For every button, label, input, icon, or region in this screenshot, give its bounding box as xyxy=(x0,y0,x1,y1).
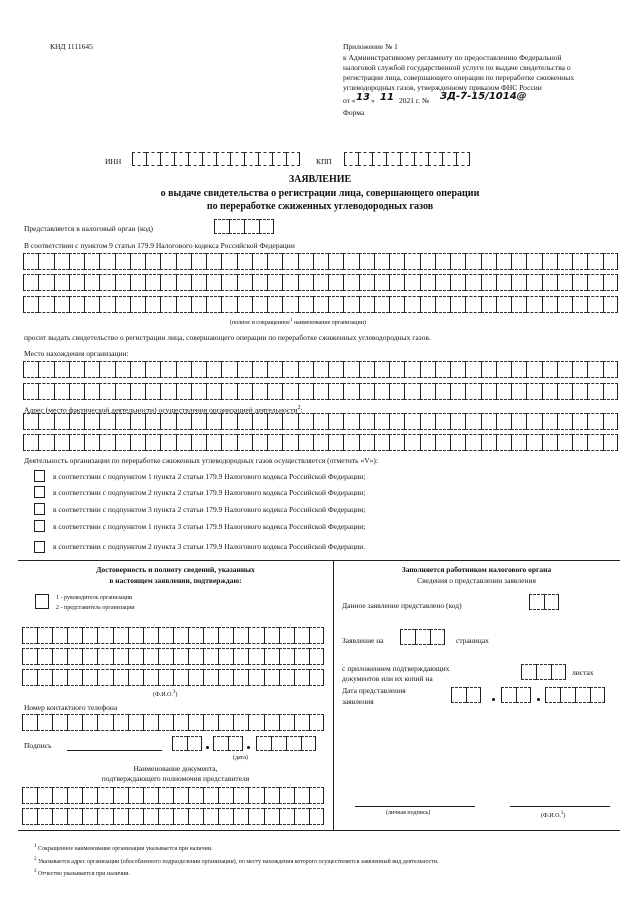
inn-field[interactable] xyxy=(132,152,300,166)
appendix-line-1: к Административному регламенту по предоставлению Федеральной xyxy=(343,53,562,62)
address-row-1[interactable] xyxy=(23,413,618,430)
option-4-checkbox[interactable] xyxy=(34,520,45,532)
location-label: Место нахождения организации: xyxy=(24,349,129,358)
footer-divider xyxy=(18,830,620,831)
role-option-2: 2 - представитель организации xyxy=(56,605,135,611)
tax-office-heading: Заполняется работником налогового органа xyxy=(401,565,552,574)
submission-date-month[interactable] xyxy=(501,687,531,703)
address-label: Адрес (место фактической деятельности) осуществления организацией деятельности$^2$: xyxy=(24,404,303,415)
phone-field[interactable] xyxy=(22,714,324,731)
column-divider xyxy=(333,560,334,830)
option-3-checkbox[interactable] xyxy=(34,503,45,515)
pages-suffix: страницах xyxy=(456,636,489,645)
submission-code-field[interactable] xyxy=(529,594,559,610)
tax-authority-code-field[interactable] xyxy=(214,219,274,234)
location-row-1[interactable] xyxy=(23,361,618,378)
confirmation-heading-1: Достоверность и полноту сведений, указанных xyxy=(96,565,255,574)
form-label: Форма xyxy=(343,108,365,117)
org-name-row-3[interactable] xyxy=(23,296,618,313)
order-mid: » xyxy=(371,96,375,105)
confirmation-heading-2: в настоящем заявлении, подтверждаю: xyxy=(109,576,242,585)
activity-label: Деятельность организации по переработке сжиженных углеводородных газов осуществляется (отметить «V»): xyxy=(24,456,378,465)
document-name-label-2: подтверждающего полномочия представителя xyxy=(101,774,250,783)
date-caption: (дата) xyxy=(233,755,248,761)
attachments-label-1: с приложением подтверждающих xyxy=(342,664,450,673)
pages-field[interactable] xyxy=(400,629,445,645)
document-name-label-1: Наименование документа, xyxy=(133,764,218,773)
submission-date-label-2: заявления xyxy=(342,697,374,706)
order-day: 13 xyxy=(356,92,370,103)
date-separator xyxy=(537,698,540,701)
signature-line[interactable] xyxy=(67,750,162,751)
document-name-row-1[interactable] xyxy=(22,787,324,804)
date-separator xyxy=(206,746,209,749)
document-subtitle-2: по переработке сжиженных углеводородных газов xyxy=(206,201,434,212)
sign-date-day[interactable] xyxy=(172,736,202,751)
role-option-1: 1 - руководитель организации xyxy=(56,595,133,601)
option-1-checkbox[interactable] xyxy=(34,470,45,482)
appendix-line-2: налоговой службой государственной услуги по выдаче свидетельства о xyxy=(343,63,571,72)
location-row-2[interactable] xyxy=(23,383,618,400)
signer-fio-caption: (Ф.И.О.$^3$) xyxy=(153,690,178,698)
appendix-line-3: регистрации лица, совершающего операции по переработке сжиженных xyxy=(343,73,575,82)
option-5-checkbox[interactable] xyxy=(34,541,45,553)
document-subtitle-1: о выдаче свидетельства о регистрации лица, совершающего операции xyxy=(160,188,480,199)
order-month: 11 xyxy=(380,92,394,103)
order-number: ЗД-7-15/1014@ xyxy=(440,91,527,102)
org-name-row-2[interactable] xyxy=(23,274,618,291)
order-prefix: от « xyxy=(343,96,356,105)
submission-date-label-1: Дата представления xyxy=(342,686,406,695)
footnote-2: $^2$ Указывается адрес организации (обособленного подразделения организации), по месту нахождения которого осуществляется заявленный вид деятельности. xyxy=(34,857,439,865)
officer-fio-caption: (Ф.И.О.$^3$) xyxy=(541,811,566,819)
appendix-number: Приложение № 1 xyxy=(343,42,398,51)
submission-code-label: Данное заявление представлено (код) xyxy=(342,601,462,610)
signer-name-row-3[interactable] xyxy=(22,669,324,686)
attachments-label-2: документов или их копий на xyxy=(342,674,433,683)
officer-signature-caption: (личная подпись) xyxy=(386,810,431,816)
footnote-1: $^1$ Сокращенное наименование организации указывается при наличии. xyxy=(34,844,213,852)
option-5-label: в соответствии с подпунктом 2 пункта 3 статьи 179.9 Налогового кодекса Российской Федерации. xyxy=(53,542,366,551)
request-text: просит выдать свидетельство о регистрации лица, совершающего операции по переработке сжиженных углеводородных газов. xyxy=(24,333,431,342)
option-1-label: в соответствии с подпунктом 1 пункта 2 статьи 179.9 Налогового кодекса Российской Федерации; xyxy=(53,472,366,481)
signer-role-field[interactable] xyxy=(35,594,49,609)
option-3-label: в соответствии с подпунктом 3 пункта 2 статьи 179.9 Налогового кодекса Российской Федерации; xyxy=(53,505,366,514)
option-2-label: в соответствии с подпунктом 2 пункта 2 статьи 179.9 Налогового кодекса Российской Федерации; xyxy=(53,488,366,497)
org-name-row-1[interactable] xyxy=(23,253,618,270)
org-name-caption: (полное и сокращенное$^1$ наименование организации) xyxy=(230,318,366,326)
phone-label: Номер контактного телефона xyxy=(24,703,118,712)
section-divider xyxy=(18,560,620,561)
officer-name-line[interactable] xyxy=(510,806,610,807)
inn-label: ИНН xyxy=(105,157,122,166)
sign-date-month[interactable] xyxy=(213,736,243,751)
kpp-field[interactable] xyxy=(344,152,470,166)
address-row-2[interactable] xyxy=(23,434,618,451)
footnote-3: $^3$ Отчество указывается при наличии. xyxy=(34,869,130,877)
sheets-field[interactable] xyxy=(521,664,566,680)
submission-date-day[interactable] xyxy=(451,687,481,703)
document-name-row-2[interactable] xyxy=(22,808,324,825)
pages-label: Заявление на xyxy=(342,636,384,645)
date-separator xyxy=(247,746,250,749)
option-2-checkbox[interactable] xyxy=(34,486,45,498)
form-code: КНД 1111645 xyxy=(50,42,93,51)
order-year: 2021 г. № xyxy=(399,96,430,105)
tax-authority-label: Представляется в налоговый орган (код) xyxy=(24,224,154,233)
appendix-line-4: углеводородных газов, утвержденному приказом ФНС России xyxy=(343,83,542,92)
document-title: ЗАЯВЛЕНИЕ xyxy=(288,174,352,185)
tax-office-subheading: Сведения о представлении заявления xyxy=(417,576,536,585)
date-separator xyxy=(492,698,495,701)
signature-label: Подпись xyxy=(24,741,52,750)
submission-date-year[interactable] xyxy=(545,687,605,703)
officer-signature-line[interactable] xyxy=(355,806,475,807)
basis-text: В соответствии с пунктом 9 статьи 179.9 Налогового кодекса Российской Федерации xyxy=(24,241,295,250)
option-4-label: в соответствии с подпунктом 1 пункта 3 статьи 179.9 Налогового кодекса Российской Федерации; xyxy=(53,522,366,531)
sheets-label: листах xyxy=(572,668,594,677)
sign-date-year[interactable] xyxy=(256,736,316,751)
kpp-label: КПП xyxy=(316,157,332,166)
signer-name-row-1[interactable] xyxy=(22,627,324,644)
signer-name-row-2[interactable] xyxy=(22,648,324,665)
